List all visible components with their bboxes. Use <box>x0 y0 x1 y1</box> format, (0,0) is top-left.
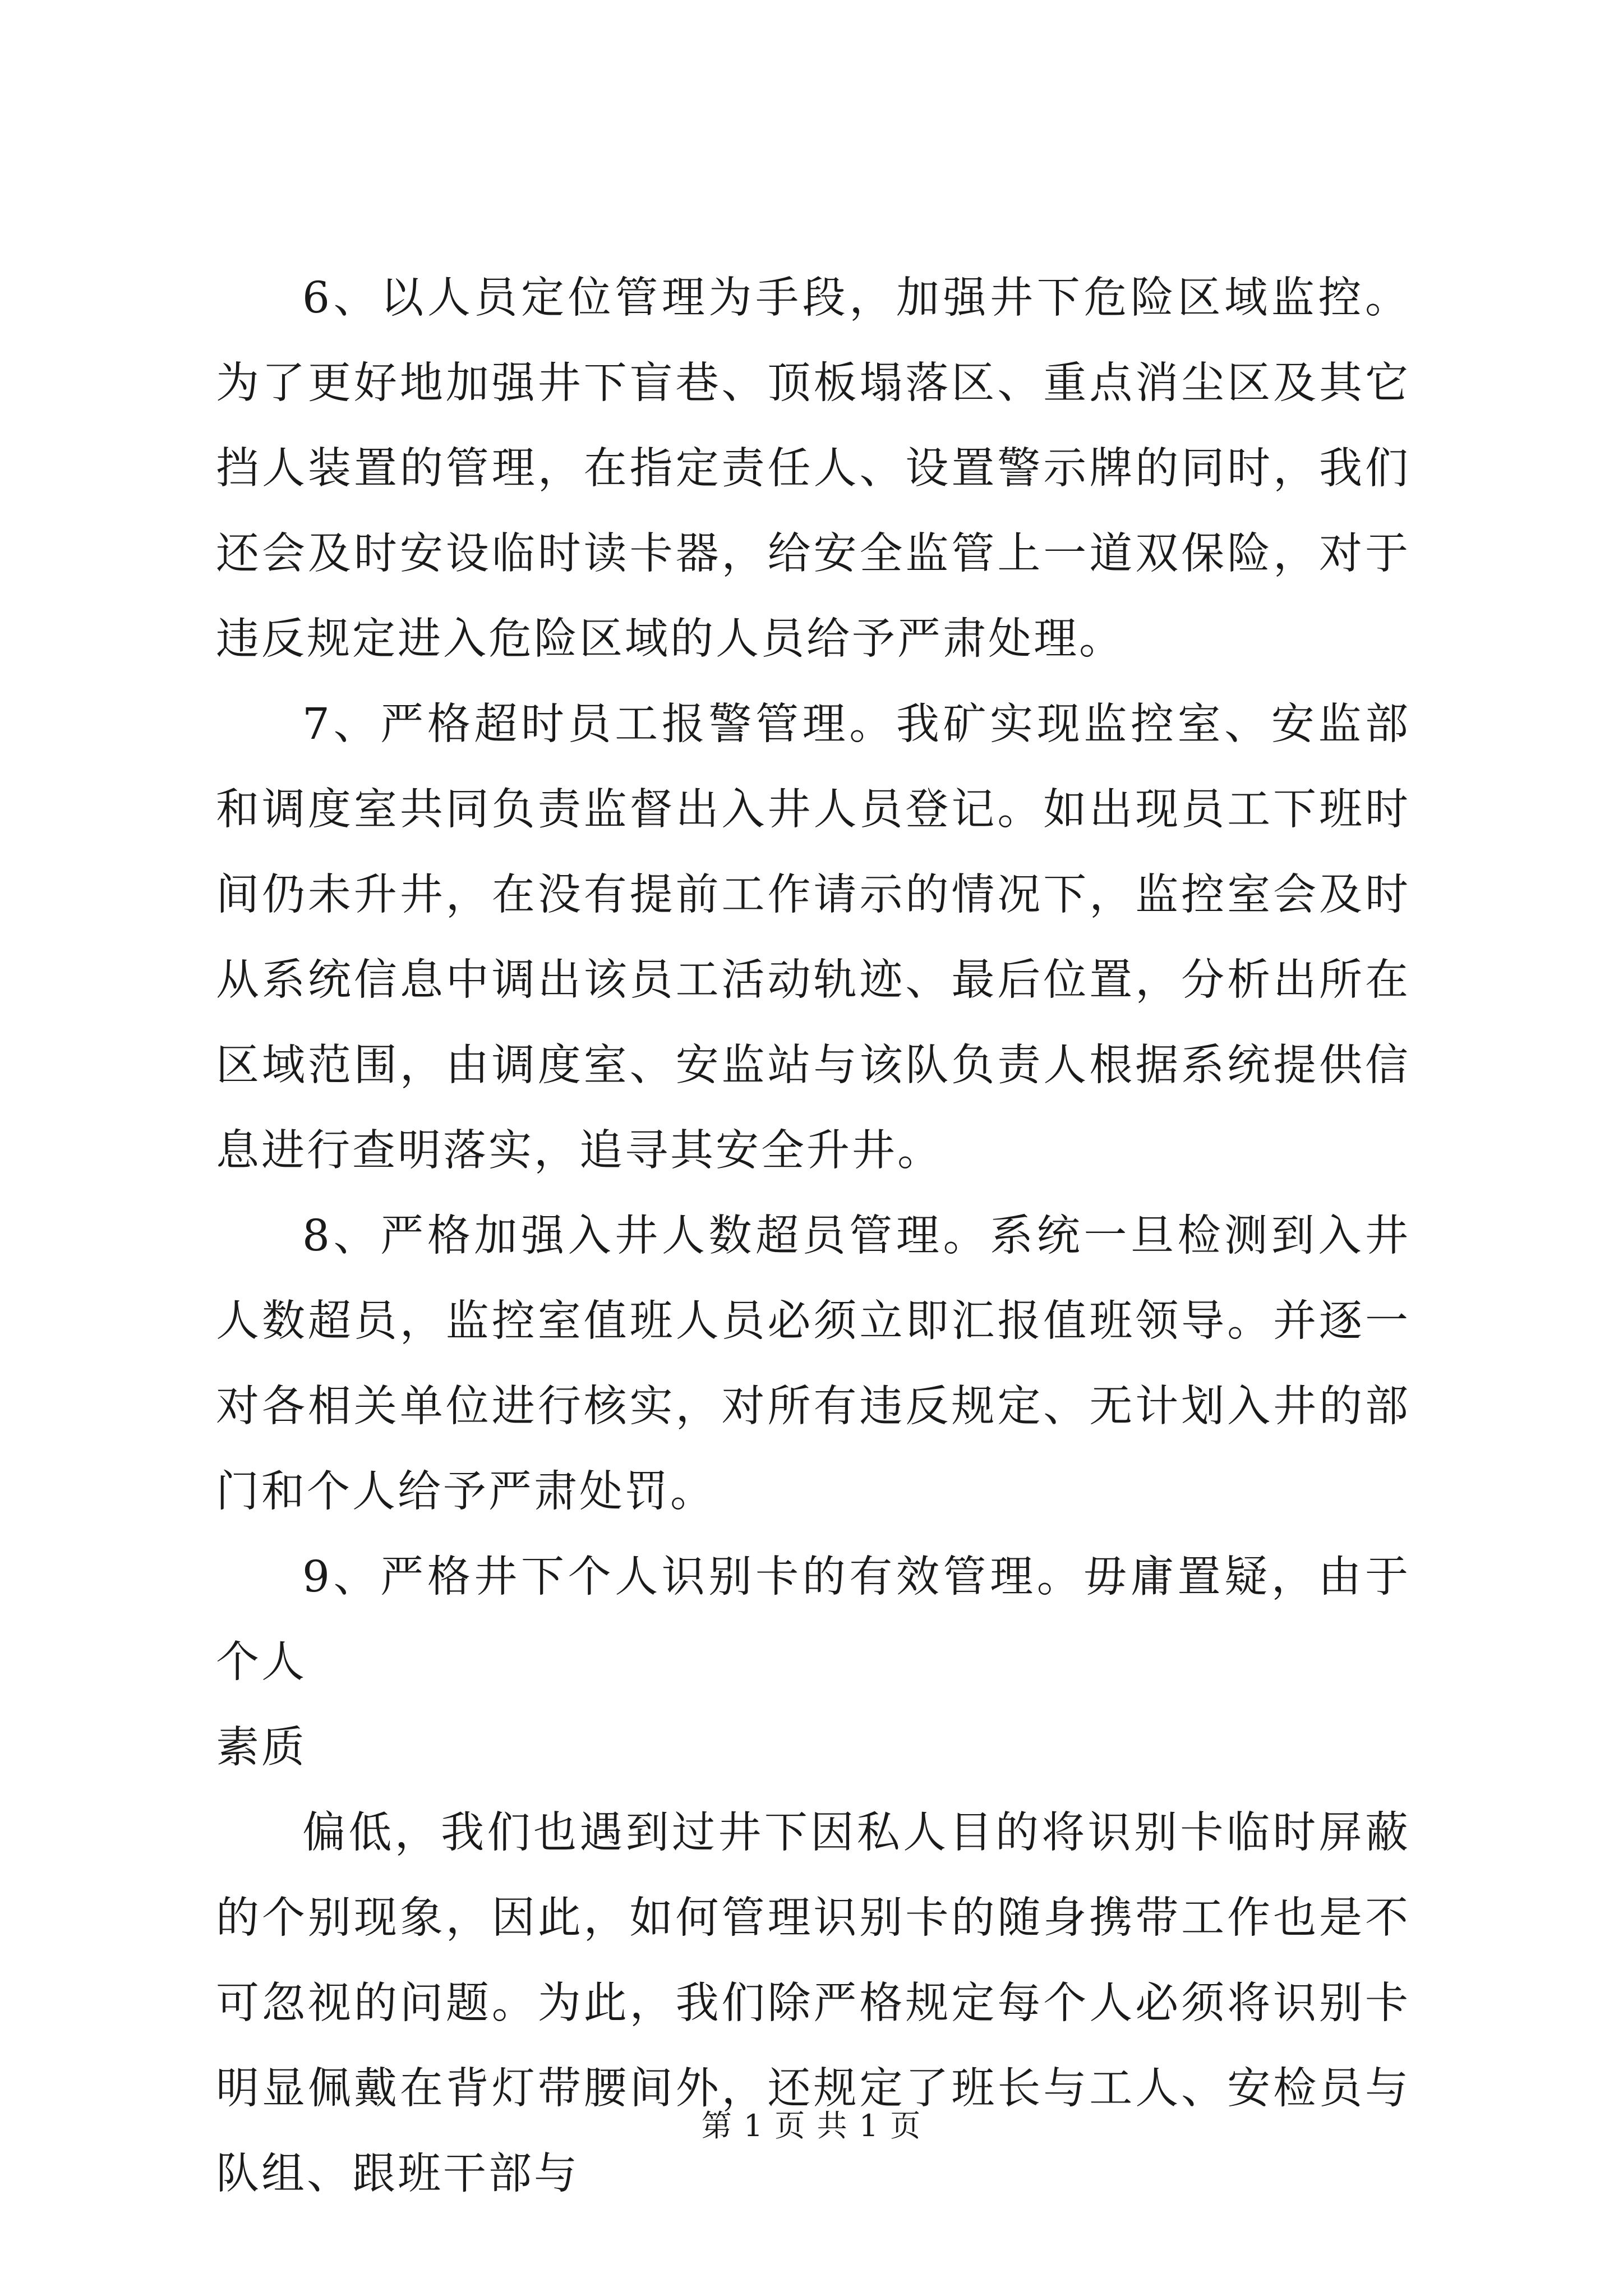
paragraph-item-9-continued: 偏低，我们也遇到过井下因私人目的将识别卡临时屏蔽的个别现象，因此，如何管理识别卡的随身携带工作也是不可忽视的问题。为此，我们除严格规定每个人必须将识别卡明显佩戴在背灯带腰间外，还规定了班长与工人、安检员与队组、跟班干部与 <box>216 1808 1410 2199</box>
paragraph-item-8: 8、严格加强入井人数超员管理。系统一旦检测到入井人数超员，监控室值班人员必须立即汇报值班领导。并逐一对各相关单位进行核实，对所有违反规定、无计划入井的部门和个人给予严肃处罚。 <box>216 1211 1410 1517</box>
paragraph-item-6: 6、以人员定位管理为手段，加强井下危险区域监控。为了更好地加强井下盲巷、顶板塌落区、重点消尘区及其它挡人装置的管理，在指定责任人、设置警示牌的同时，我们还会及时安设临时读卡器，给安全监管上一道双保险，对于违反规定进入危险区域的人员给予严肃处理。 <box>216 273 1410 664</box>
document-body <box>216 256 1410 2217</box>
paragraph-item-9: 9、严格井下个人识别卡的有效管理。毋庸置疑，由于个人 <box>216 1552 1410 1687</box>
page-number-footer: 第 1 页 共 1 页 <box>701 2108 922 2143</box>
paragraph-continuation: 素质 <box>216 1723 307 1773</box>
paragraph-item-7: 7、严格超时员工报警管理。我矿实现监控室、安监部和调度室共同负责监督出入井人员登记。如出现员工下班时间仍未升井，在没有提前工作请示的情况下，监控室会及时从系统信息中调出该员工活动轨迹、最后位置，分析出所在区域范围，由调度室、安监站与该队负责人根据系统提供信息进行查明落实，追寻其安全升井。 <box>216 700 1410 1176</box>
